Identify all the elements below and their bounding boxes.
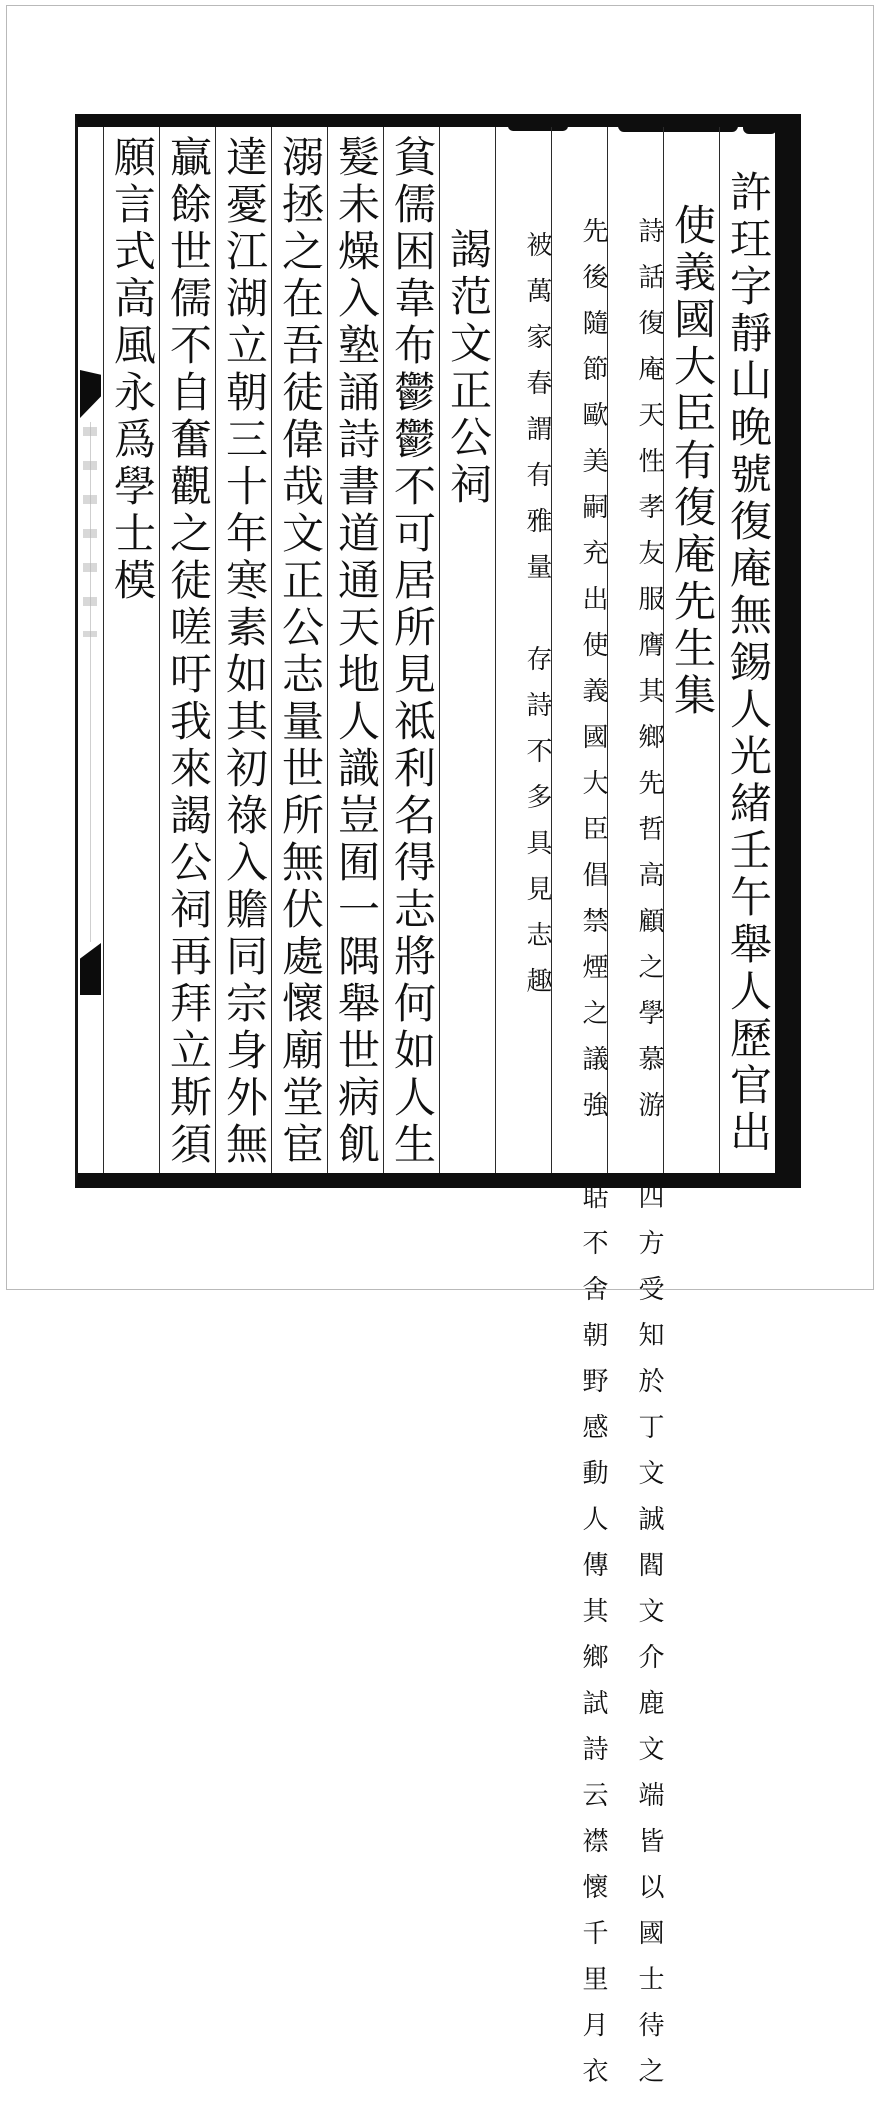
column-note-1: [607, 127, 664, 2103]
fishtail-mark-lower: [80, 943, 101, 995]
fishtail-mark-upper: [80, 370, 101, 418]
column-poem-line-4: 達憂江湖立朝三十年寒素如其初祿入贍同宗身外無: [215, 127, 271, 1173]
column-poem-line-2: 髮未燥入塾誦詩書道通天地人識豈囿一隅舉世病飢: [327, 127, 383, 1173]
note-3-right-line: 被萬家春謂有雅量: [523, 231, 552, 599]
printed-page-frame: [75, 114, 801, 2103]
column-poem-line-6: 願言式高風永爲學士模: [103, 127, 159, 1173]
column-note-3: [495, 127, 551, 1173]
column-poem-title: 謁范文正公祠: [439, 127, 495, 1173]
note-2-right-line: 先後隨節歐美嗣充出使義國大臣倡禁煙之議強: [579, 217, 608, 1137]
note-1-left-line: 四方受知於丁文誠閻文介鹿文端皆以國士待之: [635, 1183, 664, 2103]
note-3-left-line: 存詩不多具見志趣: [523, 645, 552, 1013]
text-block: [78, 127, 775, 2103]
column-biography-1: 許玨字靜山晚號復庵無錫人光緒壬午舉人歷官出: [719, 127, 775, 1173]
column-note-2: [551, 127, 608, 2103]
column-poem-line-5: 贏餘世儒不自奮觀之徒嗟吁我來謁公祠再拜立斯須: [159, 127, 215, 1173]
column-biography-2: 使義國大臣有復庵先生集: [663, 127, 719, 1173]
column-poem-line-1: 貧儒困韋布鬱鬱不可居所見祗利名得志將何如人生: [383, 127, 439, 1173]
note-1-right-line: 詩話復庵天性孝友服膺其鄉先哲高顧之學慕游: [635, 217, 664, 1137]
note-2-left-line: 聒不舍朝野感動人傳其鄉試詩云襟懷千里月衣: [579, 1183, 608, 2103]
column-poem-line-3: 溺拯之在吾徒偉哉文正公志量世所無伏處懷廟堂宦: [271, 127, 327, 1173]
gutter-faint-text-marks: [83, 427, 97, 637]
